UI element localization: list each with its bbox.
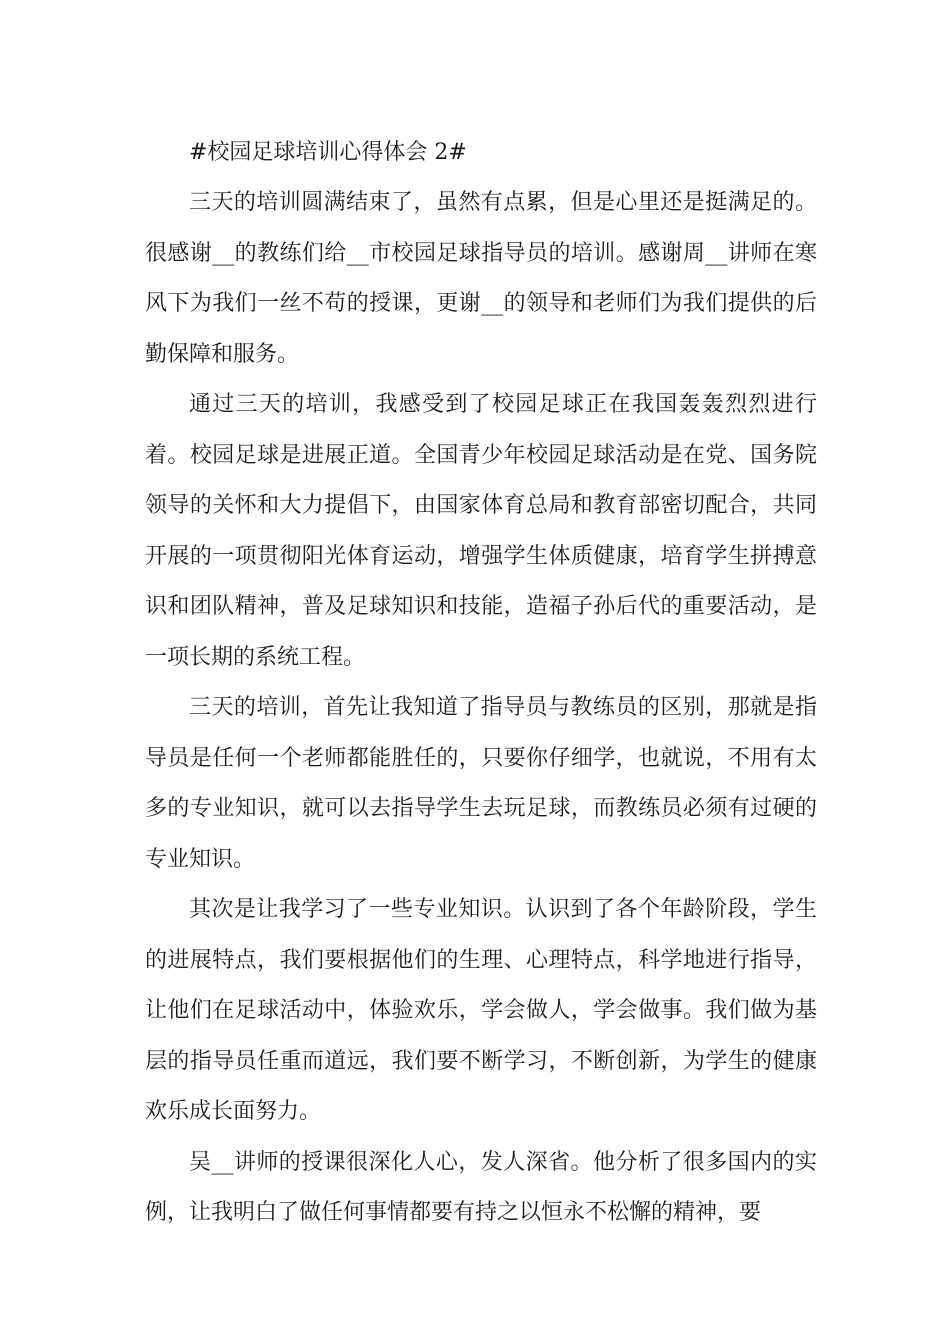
paragraph: 三天的培训圆满结束了，虽然有点累，但是心里还是挺满足的。很感谢__的教练们给__市校园足球指导员的培训。感谢周__讲师在寒风下为我们一丝不苟的授课，更谢__的领导和老师们为我们提供的后勤保障和服务。 <box>145 190 817 367</box>
paragraph: 通过三天的培训，我感受到了校园足球正在我国轰轰烈烈进行着。校园足球是进展正道。全国青少年校园足球活动是在党、国务院领导的关怀和大力提倡下，由国家体育总局和教育部密切配合，共同开展的一项贯彻阳光体育运动，增强学生体质健康，培育学生拼搏意识和团队精神，普及足球知识和技能，造福子孙后代的重要活动，是一项长期的系统工程。 <box>145 392 817 670</box>
paragraph: 吴__讲师的授课很深化人心，发人深省。他分析了很多国内的实例，让我明白了做任何事情都要有持之以恒永不松懈的精神，要 <box>145 1149 817 1225</box>
document-body <box>145 128 817 1239</box>
paragraph: 其次是让我学习了一些专业知识。认识到了各个年龄阶段，学生的进展特点，我们要根据他们的生理、心理特点，科学地进行指导，让他们在足球活动中，体验欢乐，学会做人，学会做事。我们做为基层的指导员任重而道远，我们要不断学习，不断创新，为学生的健康欢乐成长面努力。 <box>145 897 817 1124</box>
document-title: #校园足球培训心得体会 2# <box>189 140 467 165</box>
paragraph: 三天的培训，首先让我知道了指导员与教练员的区别，那就是指导员是任何一个老师都能胜任的，只要你仔细学，也就说，不用有太多的专业知识，就可以去指导学生去玩足球，而教练员必须有过硬的专业知识。 <box>145 695 817 872</box>
